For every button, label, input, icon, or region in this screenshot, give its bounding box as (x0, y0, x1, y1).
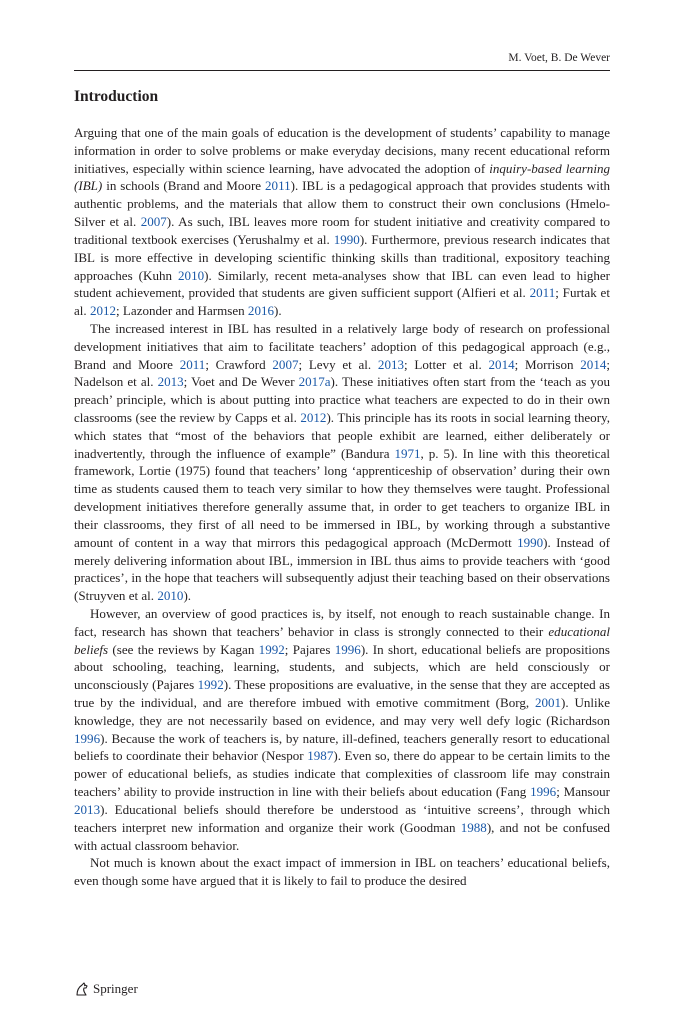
text-run: , p. 5). In line with this theoretical framework, Lortie (1975) found that teachers’ long ‘apprenticeship of observation’ during their own time as students caused them to teach very similar to how they themselves were taught. Professional development initiatives therefore generally assume that, in order to get teachers to organize IBL in their classrooms, they first of all need to be immersed in IBL, by working through a substantive amount of content in a way that mirrors this pedagogical approach (McDermott (74, 445, 610, 550)
text-run: However, an overview of good practices is, by itself, not enough to reach sustainable change. In fact, research has shown that teachers’ behavior in class is strongly connected to their (74, 605, 610, 639)
citation-year-link[interactable]: 2012 (89, 303, 117, 319)
citation-year-link[interactable]: 2011 (529, 285, 556, 301)
text-run: ; Mansour (556, 784, 610, 800)
text-run: ). IBL is a pedagogical approach that provides students with authentic problems, and the materials that allow them to construct their own conclusions (Hmelo-Silver et al. (74, 178, 610, 230)
text-run: ). In short, educational beliefs are propositions about schooling, teaching, learning, students, and subjects, which are held consciously or unconsciously (Pajares (74, 641, 610, 693)
text-run: ; Pajares (284, 641, 335, 657)
citation-year-link[interactable]: 1990 (333, 231, 360, 247)
citation-year-link[interactable]: 1992 (197, 677, 224, 693)
citation-year-link[interactable]: 2014 (580, 356, 607, 372)
citation-year-link[interactable]: 2011 (265, 178, 291, 194)
text-run: ). Unlike knowledge, they are not necessarily based on evidence, and may very well defy logic (Richardson (74, 695, 610, 728)
citation-year-link[interactable]: 2007 (140, 214, 167, 230)
page-header (74, 48, 610, 71)
citation-year-link[interactable]: 2014 (488, 356, 515, 372)
page-footer (74, 981, 138, 997)
citation-year-link[interactable]: 2013 (74, 801, 101, 817)
text-run: ). Furthermore, previous research indicates that IBL is more effective in developing scientific thinking skills than traditional, expository teaching approaches (Kuhn (74, 231, 611, 283)
text-run: ). Similarly, recent meta-analyses show that IBL can even lead to higher student achievement, provided that students are given sufficient support (Alfieri et al. (74, 267, 610, 301)
text-run: ; Furtak et al. (74, 285, 610, 319)
springer-horse-icon (74, 981, 90, 997)
text-run: The increased interest in IBL has resulted in a relatively large body of research on professional development initiatives that aim to facilitate teachers’ adoption of this pedagogical approach (e.g., Brand and Moore (74, 320, 610, 372)
text-run: ; Lazonder and Harmsen (116, 303, 248, 319)
text-run: Not much is known about the exact impact of immersion in IBL on teachers’ educational beliefs, even though some have argued that it is likely to fail to produce the desired (74, 855, 610, 889)
citation-year-link[interactable]: 2011 (179, 356, 206, 372)
citation-year-link[interactable]: 2001 (534, 695, 562, 710)
citation-year-link[interactable]: 2007 (272, 356, 299, 372)
text-run: ). These propositions are evaluative, in the sense that they are accepted as true by the individual, and are therefore imbued with emotive commitment (Borg, (74, 677, 610, 710)
citation-year-link[interactable]: 1996 (334, 641, 361, 657)
publisher-name: Springer (93, 981, 138, 996)
citation-year-link[interactable]: 1992 (258, 641, 285, 657)
citation-year-link[interactable]: 2016 (247, 303, 275, 319)
text-run: ). This principle has its roots in social learning theory, which states that “most of the behaviors that people exhibit are learned, either deliberately or inadvertently, through the influence of example” (Bandura (74, 410, 610, 461)
citation-year-link[interactable]: 1988 (460, 819, 487, 835)
citation-year-link[interactable]: 1990 (517, 534, 544, 550)
text-run: ). Instead of merely delivering information about IBL, immersion in IBL thus aims to provide teachers with ‘good practices’, in the hope that teachers will subsequently adjust their teaching based on their observations (Struyven et al. (74, 534, 610, 604)
citation-year-link[interactable]: 2013 (157, 374, 184, 390)
text-run: ; Nadelson et al. (74, 356, 610, 390)
paragraph (74, 124, 610, 320)
paragraph (74, 605, 610, 854)
text-run: in schools (Brand and Moore (102, 178, 266, 194)
citation-year-link[interactable]: 2017a (298, 374, 331, 390)
text-run: ). As such, IBL leaves more room for student initiative and creativity compared to traditional textbook exercises (Yerushalmy et al. (74, 214, 611, 247)
citation-year-link[interactable]: 2013 (377, 356, 405, 372)
text-run: ). Even so, there do appear to be certain limits to the power of educational beliefs, as studies indicate that complexities of classroom life may constrain teachers’ ability to provide instruction in line with their beliefs about education (Fang (74, 748, 611, 800)
citation-year-link[interactable]: 1987 (307, 748, 334, 764)
text-run: ; Morrison (514, 356, 581, 372)
body-text (74, 124, 610, 890)
running-head: M. Voet, B. De Wever (508, 52, 610, 64)
citation-year-link[interactable]: 1996 (530, 784, 557, 800)
section-title: Introduction (74, 88, 159, 105)
text-run: ; Levy et al. (298, 356, 378, 372)
text-run: (see the reviews by Kagan (108, 641, 259, 657)
text-run: ), and not be confused with actual classroom behavior. (74, 819, 610, 853)
text-run: ). These initiatives often start from the ‘teach as you preach’ principle, which is about putting into practice what teachers are expected to do in their own classrooms (see the review by Capps et al. (74, 374, 610, 425)
citation-year-link[interactable]: 1971 (394, 445, 421, 461)
text-run: ; Lotter et al. (404, 356, 489, 372)
citation-year-link[interactable]: 1996 (74, 730, 101, 746)
text-run: ). (183, 588, 192, 604)
text-run: ; Crawford (205, 356, 273, 372)
citation-year-link[interactable]: 2010 (178, 267, 205, 283)
emphasis-term: educational beliefs (74, 623, 610, 657)
emphasis-term: inquiry-based learning (IBL) (74, 160, 610, 194)
text-run: ; Voet and De Wever (183, 374, 299, 390)
text-run: Arguing that one of the main goals of education is the development of students’ capability to manage information in order to solve problems or make everyday decisions, many recent educational reform initiatives, especially within science learning, have advocated the adoption of (74, 125, 610, 176)
text-run: ). Because the work of teachers is, by nature, ill-defined, teachers generally resort to educational beliefs to coordinate their behavior (Nespor (74, 730, 610, 764)
citation-year-link[interactable]: 2012 (300, 410, 327, 425)
paragraph (74, 320, 610, 605)
text-run: ). Educational beliefs should therefore be understood as ‘intuitive screens’, through which teachers interpret new information and organize their work (Goodman (74, 801, 610, 835)
citation-year-link[interactable]: 2010 (157, 588, 184, 604)
text-run: ). (274, 303, 282, 319)
paragraph (74, 854, 610, 890)
